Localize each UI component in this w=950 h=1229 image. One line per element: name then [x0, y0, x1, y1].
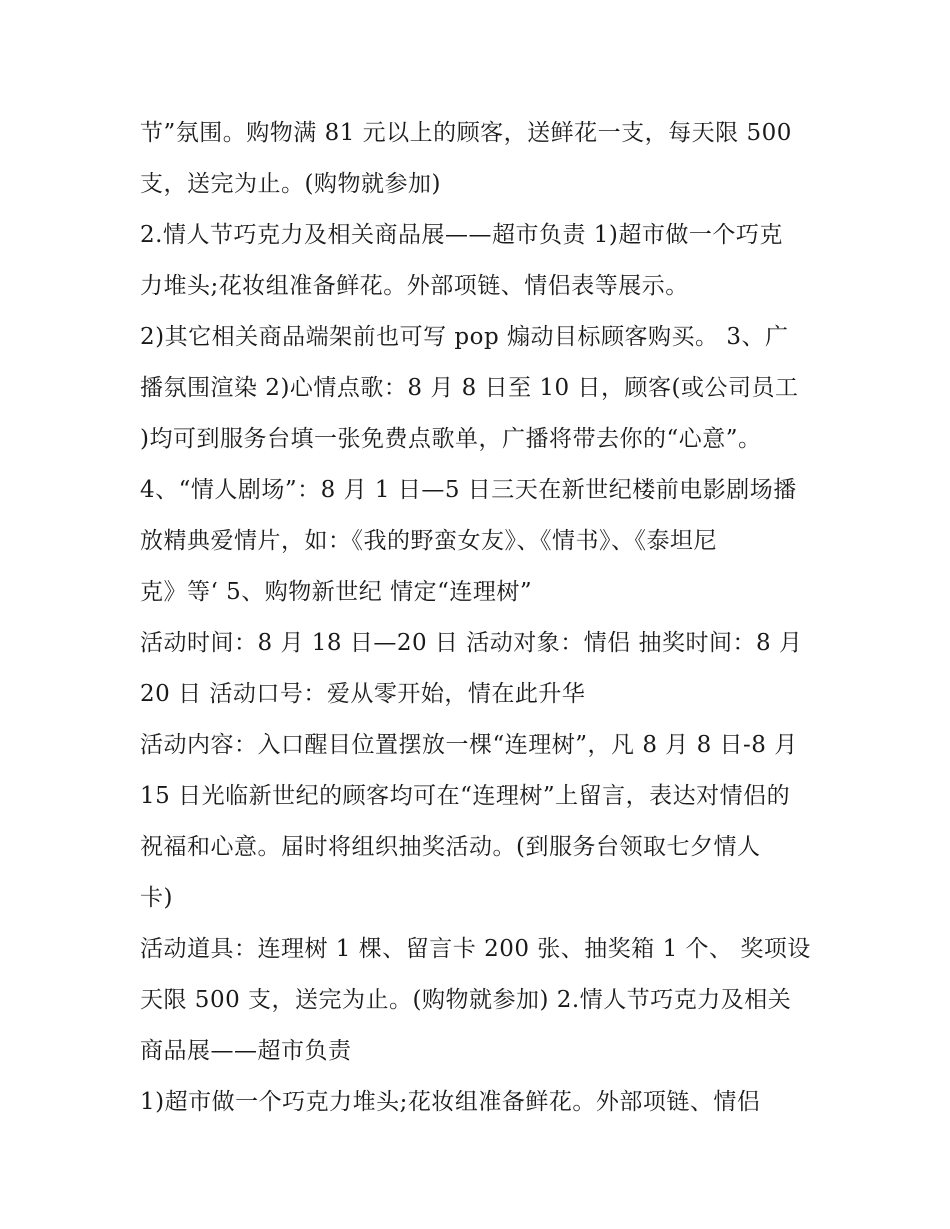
text-line: 祝福和心意。届时将组织抽奖活动。(到服务台领取七夕情人 [140, 834, 761, 860]
text-line: 2.情人节巧克力及相关商品展——超市负责 1)超市做一个巧克 [140, 222, 783, 248]
text-line: 2)其它相关商品端架前也可写 pop 煽动目标顾客购买。 3、广 [140, 324, 789, 350]
text-line: 放精典爱情片，如：《我的野蛮女友》、《情书》、《泰坦尼 [140, 528, 717, 554]
text-line: 天限 500 支，送完为止。(购物就参加) 2.情人节巧克力及相关 [140, 987, 792, 1013]
text-line: 节”氛围。购物满 81 元以上的顾客，送鲜花一支，每天限 500 [140, 120, 792, 146]
text-line: 活动内容：入口醒目位置摆放一棵“连理树”，凡 8 月 8 日-8 月 [140, 732, 798, 758]
text-line: 15 日光临新世纪的顾客均可在“连理树”上留言，表达对情侣的 [140, 783, 791, 809]
text-line: 支，送完为止。(购物就参加) [140, 171, 441, 197]
text-line: 克》等‘ 5、购物新世纪 情定“连理树” [140, 579, 533, 605]
text-line: 1)超市做一个巧克力堆头;花妆组准备鲜花。外部项链、情侣 [140, 1089, 761, 1115]
text-line: 播氛围渲染 2)心情点歌：8 月 8 日至 10 日，顾客(或公司员工 [140, 375, 799, 401]
text-line: 卡) [140, 885, 173, 911]
text-line: 活动道具：连理树 1 棵、留言卡 200 张、抽奖箱 1 个、 奖项设 [140, 936, 811, 962]
text-line: 4、“情人剧场”：8 月 1 日—5 日三天在新世纪楼前电影剧场播 [140, 477, 797, 503]
text-line: )均可到服务台填一张免费点歌单，广播将带去你的“心意”。 [140, 426, 762, 452]
body-text [140, 108, 820, 1128]
text-line: 力堆头;花妆组准备鲜花。外部项链、情侣表等展示。 [140, 273, 689, 299]
text-line: 商品展——超市负责 [140, 1038, 352, 1064]
text-line: 20 日 活动口号：爱从零开始，情在此升华 [140, 681, 586, 707]
text-line: 活动时间：8 月 18 日—20 日 活动对象：情侣 抽奖时间：8 月 [140, 630, 803, 656]
